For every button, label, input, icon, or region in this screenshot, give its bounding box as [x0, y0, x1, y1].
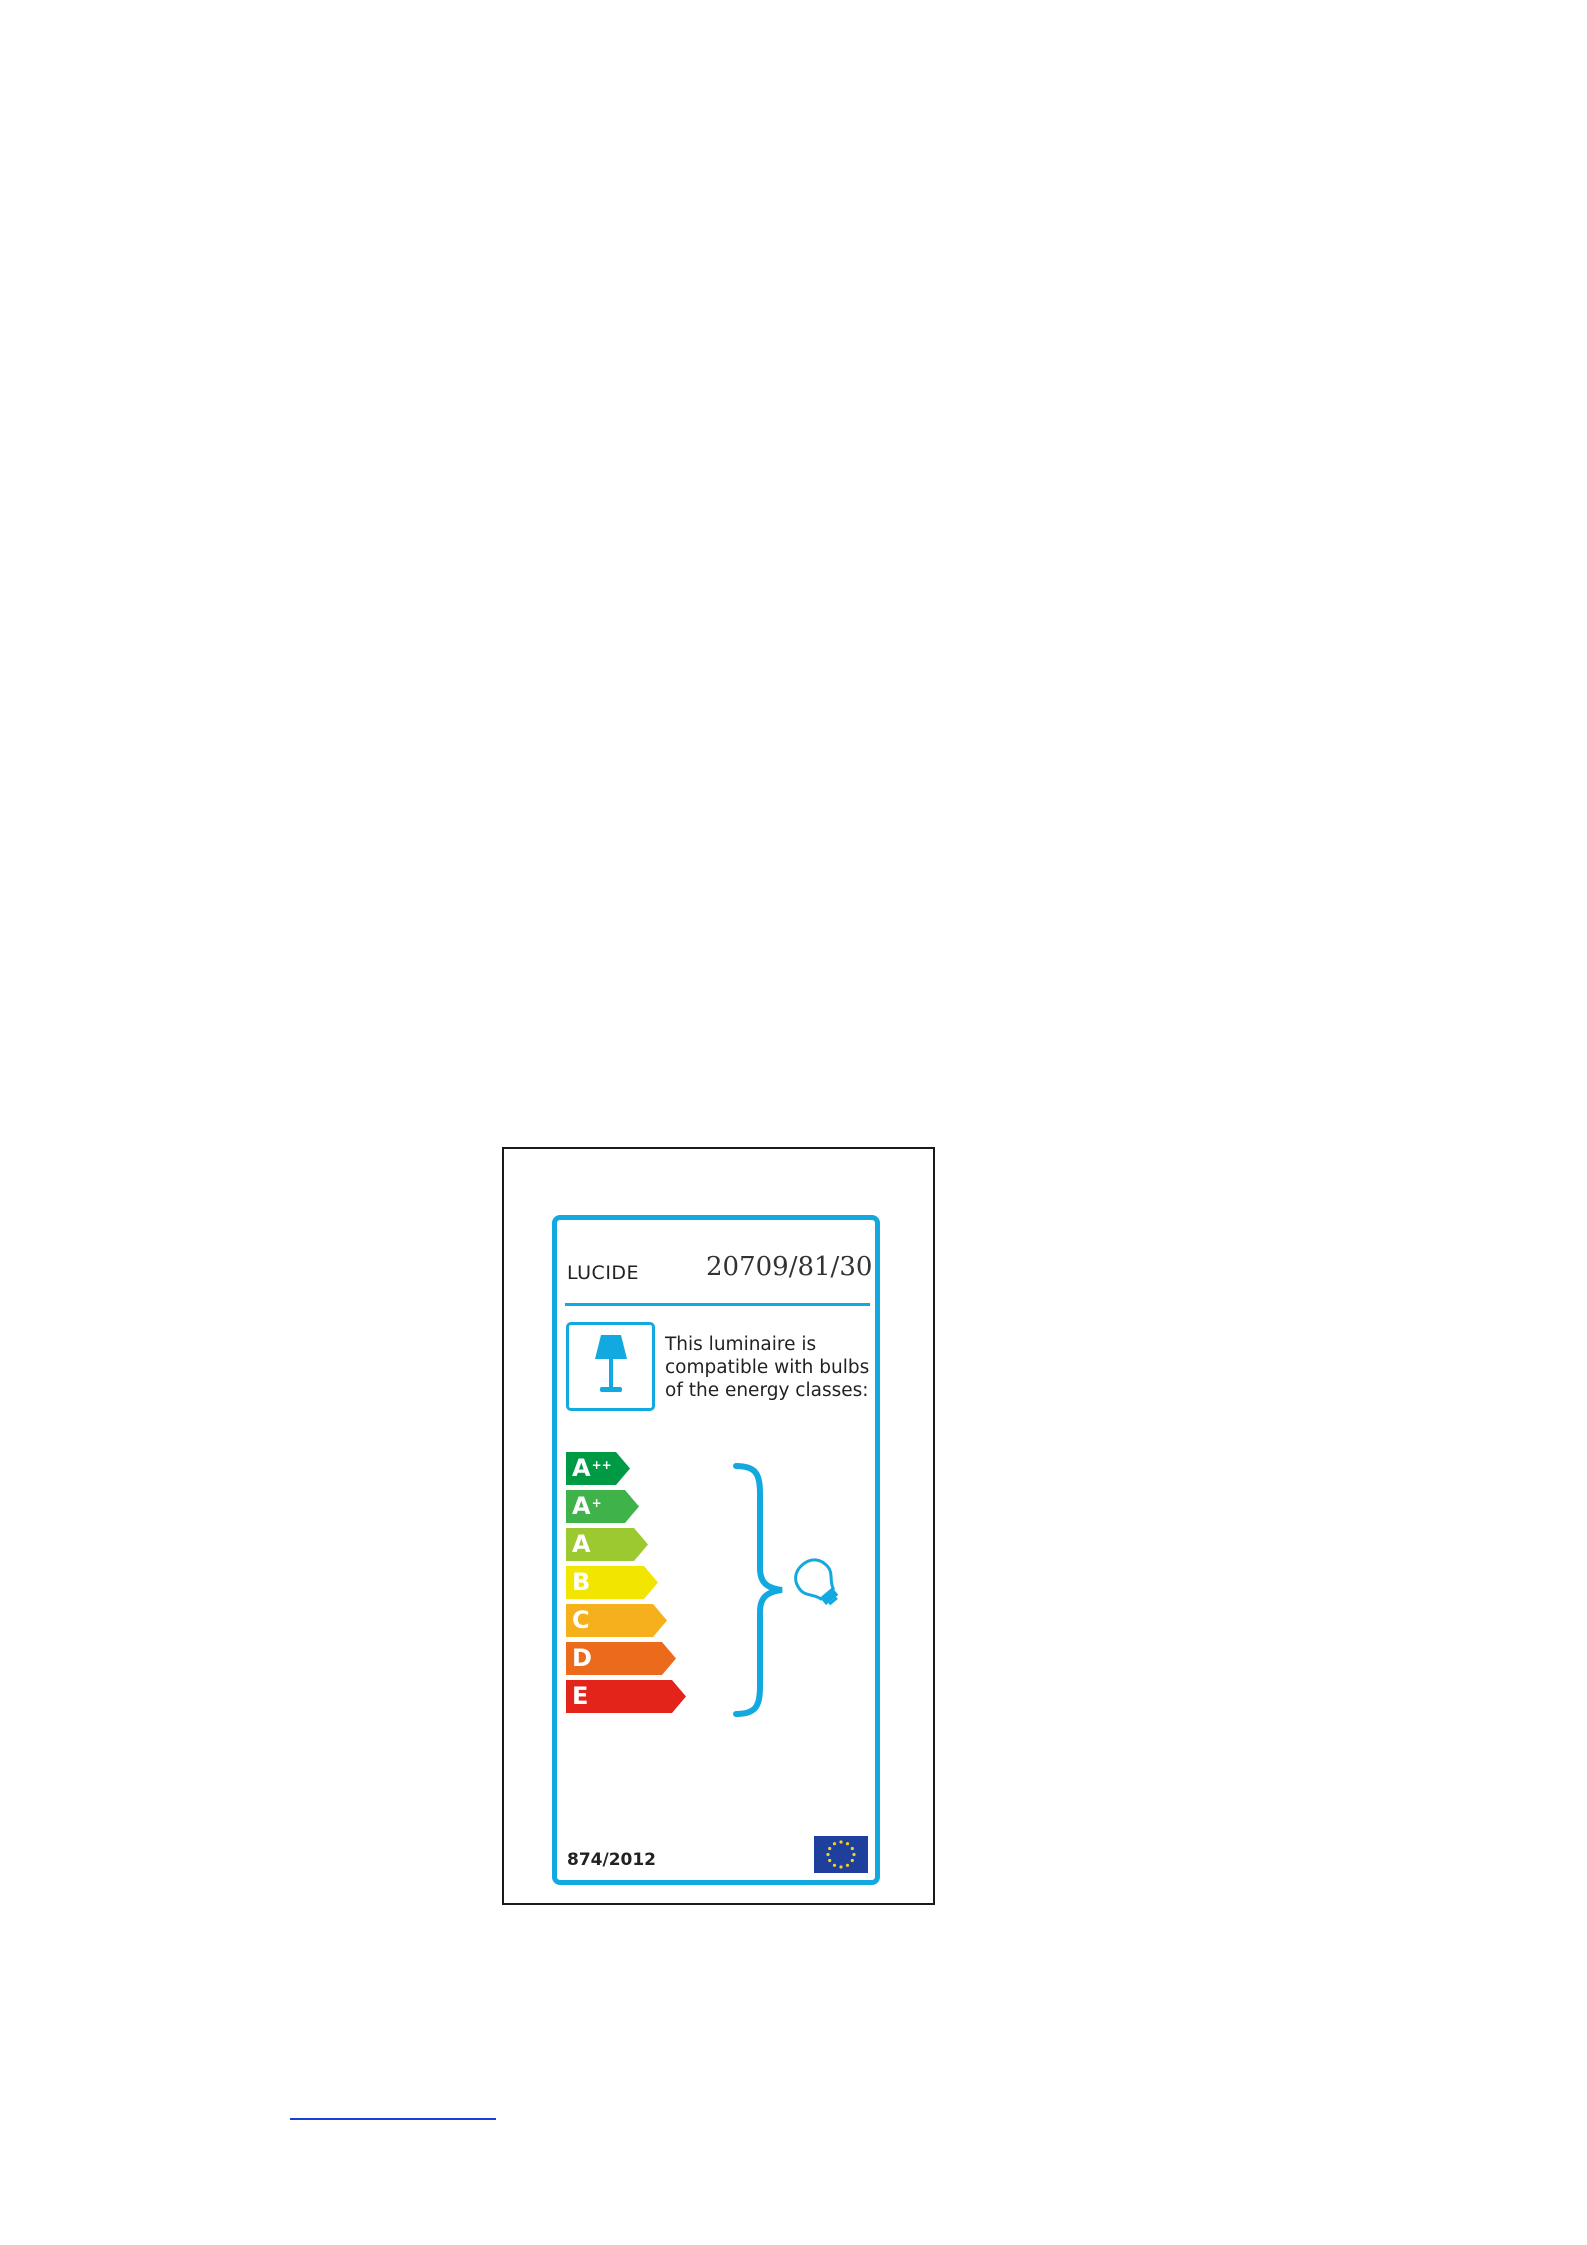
- header-divider: [565, 1303, 870, 1306]
- light-bulb-icon: [790, 1555, 846, 1615]
- energy-class-arrow: [566, 1452, 630, 1485]
- compat-line: compatible with bulbs: [665, 1357, 870, 1378]
- model-number: 20709/81/30: [706, 1252, 873, 1282]
- energy-class-letter: A+: [572, 1492, 602, 1520]
- curly-brace-icon: [730, 1460, 790, 1724]
- energy-class-arrow: [566, 1566, 658, 1599]
- energy-class-letter: C: [572, 1606, 590, 1634]
- compat-line: This luminaire is: [665, 1334, 817, 1355]
- compatibility-text: [665, 1333, 875, 1402]
- energy-class-letter: E: [572, 1682, 589, 1710]
- footnote-separator: [290, 2118, 496, 2120]
- energy-class-arrow: [566, 1490, 639, 1523]
- energy-class-letter: A++: [572, 1454, 612, 1482]
- energy-class-letter: B: [572, 1568, 591, 1596]
- energy-class-arrow: [566, 1642, 676, 1675]
- eu-flag-icon: [814, 1836, 868, 1873]
- energy-class-letter: A: [572, 1530, 591, 1558]
- compat-line: of the energy classes:: [665, 1380, 869, 1401]
- brand-name: LUCIDE: [567, 1262, 640, 1284]
- energy-class-arrow: [566, 1528, 648, 1561]
- energy-class-arrow: [566, 1604, 667, 1637]
- energy-class-letter: D: [572, 1644, 592, 1672]
- energy-class-arrow: [566, 1680, 686, 1713]
- regulation-number: 874/2012: [567, 1850, 657, 1870]
- table-lamp-icon: [566, 1322, 655, 1411]
- energy-class-scale: [566, 1452, 686, 1718]
